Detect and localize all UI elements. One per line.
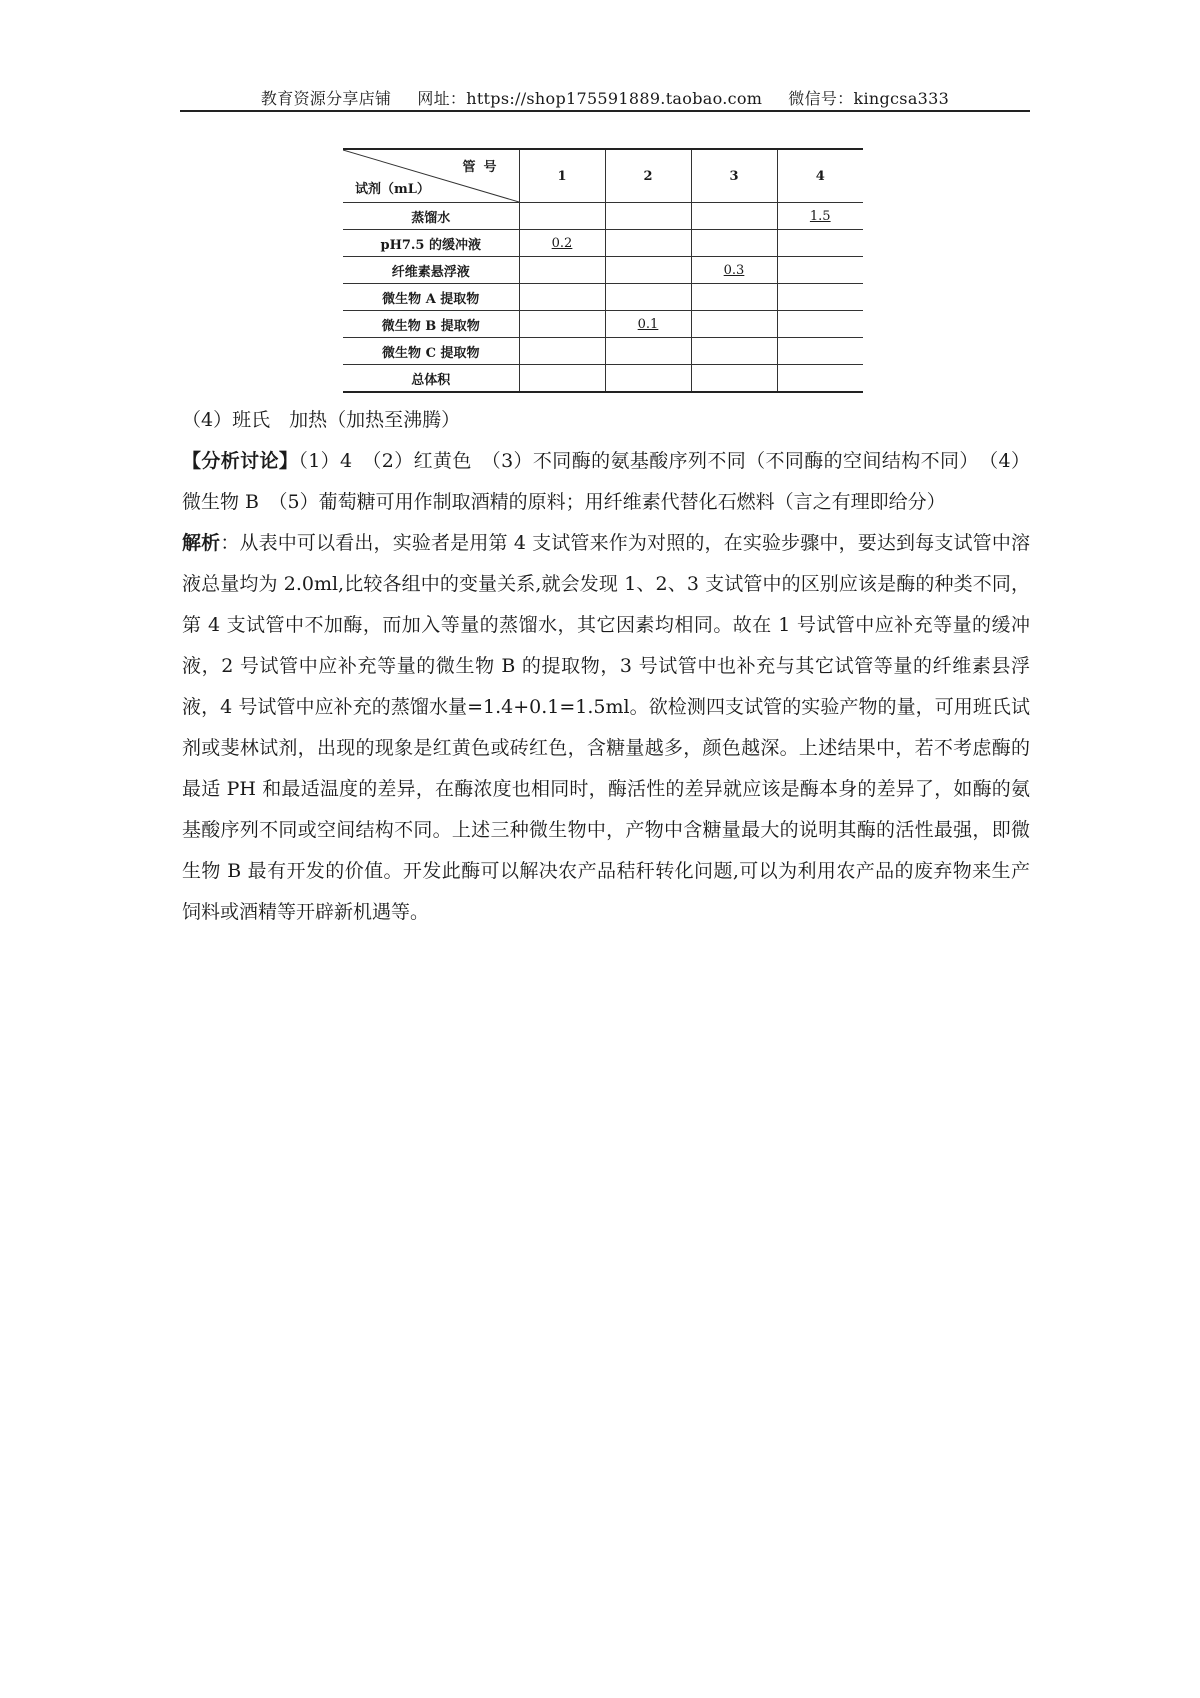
table-cell: 0.1: [605, 311, 691, 338]
table-cell: [691, 311, 777, 338]
table-cell: [777, 230, 863, 257]
answer-body: [182, 400, 1030, 933]
table-cell: 0.2: [519, 230, 605, 257]
row-label: 微生物 C 提取物: [343, 338, 519, 365]
table-cell: [605, 365, 691, 393]
table-cell: [691, 338, 777, 365]
header-rule: [180, 110, 1030, 112]
explanation-paragraph: [182, 523, 1030, 933]
table-cell: [519, 338, 605, 365]
table-cell: [519, 284, 605, 311]
table-cell: [605, 257, 691, 284]
table-cell: [777, 257, 863, 284]
column-header: 4: [777, 149, 863, 203]
reagent-table: [343, 148, 863, 396]
row-label: 蒸馏水: [343, 203, 519, 230]
table-cell: [777, 311, 863, 338]
table-corner-cell: [343, 149, 519, 203]
table-header-row: [343, 149, 863, 203]
header-shop: 教育资源分享店铺: [260, 89, 392, 108]
table-cell: [605, 284, 691, 311]
row-label: 微生物 A 提取物: [343, 284, 519, 311]
table-cell: [519, 365, 605, 393]
corner-bottom-label: 试剂（mL）: [355, 182, 430, 197]
table-cell: [691, 365, 777, 393]
table-cell: [519, 257, 605, 284]
row-label: 总体积: [343, 365, 519, 393]
table-cell: [605, 338, 691, 365]
table-cell: [605, 203, 691, 230]
explanation-label: 解析: [182, 532, 221, 554]
analysis-paragraph: [182, 441, 1030, 523]
analysis-label: 【分析讨论】: [182, 450, 299, 472]
table-cell: [691, 230, 777, 257]
table-cell: 1.5: [777, 203, 863, 230]
analysis-text: （1）4 （2）红黄色 （3）不同酶的氨基酸序列不同（不同酶的空间结构不同） （4）微生物 B （5）葡萄糖可用作制取酒精的原料；用纤维素代替化石燃料（言之有理即给分）: [182, 450, 1030, 513]
page-header: [180, 86, 1030, 109]
answer-line-4: （4）班氏 加热（加热至沸腾）: [182, 409, 461, 431]
table-row: [343, 257, 863, 284]
explanation-text: ：从表中可以看出，实验者是用第 4 支试管来作为对照的，在实验步骤中，要达到每支试管中溶液总量均为 2.0ml,比较各组中的变量关系,就会发现 1、2、3 支试管中的区别应该是酶的种类不同，第 4 支试管中不加酶，而加入等量的蒸馏水，其它因素均相同。故在 1 号试管中应补充等量的缓冲液，2 号试管中应补充等量的微生物 B 的提取物，3 号试管中也补充与其它试管等量的纤维素县浮液，4 号试管中应补充的蒸馏水量=1.4+0.1=1.5ml。欲检测四支试管的实验产物的量，可用班氏试剂或斐林试剂，出现的现象是红黄色或砖红色，含糖量越多，颜色越深。上述结果中，若不考虑酶的最适 PH 和最适温度的差异，在酶浓度也相同时，酶活性的差异就应该是酶本身的差异了，如酶的氨基酸序列不同或空间结构不同。上述三种微生物中，产物中含糖量最大的说明其酶的活性最强，即微生物 B 最有开发的价值。开发此酶可以解决农产品秸秆转化问题,可以为利用农产品的废弃物来生产饲料或酒精等开辟新机遇等。: [182, 532, 1030, 923]
table-cell: [519, 203, 605, 230]
table-row: [343, 311, 863, 338]
table-row: [343, 203, 863, 230]
table-cell: [777, 365, 863, 393]
column-header: 3: [691, 149, 777, 203]
table-cell: [691, 284, 777, 311]
row-label: 微生物 B 提取物: [343, 311, 519, 338]
header-wechat: 微信号：kingcsa333: [788, 89, 950, 108]
header-website[interactable]: 网址：https://shop175591889.taobao.com: [417, 89, 763, 108]
table-row: [343, 284, 863, 311]
row-label: pH7.5 的缓冲液: [343, 230, 519, 257]
table-cell: 0.3: [691, 257, 777, 284]
column-header: 2: [605, 149, 691, 203]
table-cell: [519, 311, 605, 338]
table-cell: [691, 203, 777, 230]
table-cell: [605, 230, 691, 257]
table-cell: [777, 338, 863, 365]
table-row: [343, 365, 863, 393]
table-row: [343, 230, 863, 257]
column-header: 1: [519, 149, 605, 203]
table-cell: [777, 284, 863, 311]
corner-top-label: 管号: [462, 160, 505, 175]
row-label: 纤维素悬浮液: [343, 257, 519, 284]
table-row: [343, 338, 863, 365]
